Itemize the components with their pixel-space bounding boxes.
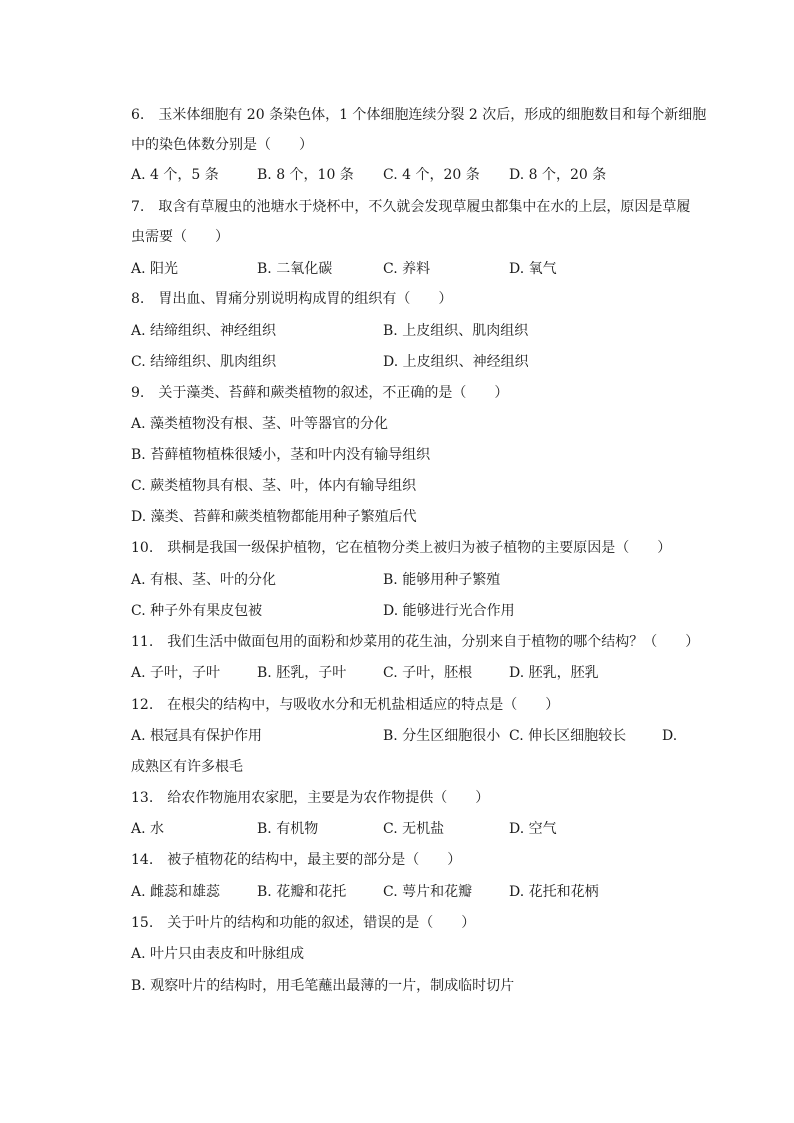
question-13-option-b: B. 有机物 xyxy=(257,821,319,837)
question-7-options xyxy=(131,260,691,278)
question-12-option-c: C. 伸长区细胞较长 xyxy=(509,728,627,744)
question-15-stem: 15. 关于叶片的结构和功能的叙述，错误的是（ ） xyxy=(131,915,476,931)
question-6-option-c: C. 4 个，20 条 xyxy=(383,167,480,183)
question-12-option-b: B. 分生区细胞很小 xyxy=(383,728,501,744)
question-14-option-a: A. 雌蕊和雄蕊 xyxy=(131,884,221,900)
question-7-stem-line-1: 7. 取含有草履虫的池塘水于烧杯中，不久就会发现草履虫都集中在水的上层，原因是草履 xyxy=(131,199,691,215)
question-12-option-d-label: D. xyxy=(662,728,678,744)
question-9-option-d: D. 藻类、苔藓和蕨类植物都能用种子繁殖后代 xyxy=(131,509,417,525)
question-10-options-row-2 xyxy=(131,602,691,620)
question-7-option-b: B. 二氧化碳 xyxy=(257,261,333,277)
question-11-option-c: C. 子叶，胚根 xyxy=(383,665,473,681)
question-12-option-a: A. 根冠具有保护作用 xyxy=(131,728,263,744)
question-10-option-d: D. 能够进行光合作用 xyxy=(383,603,515,619)
question-11-option-a: A. 子叶，子叶 xyxy=(131,665,221,681)
question-15-option-b: B. 观察叶片的结构时，用毛笔蘸出最薄的一片，制成临时切片 xyxy=(131,978,515,994)
question-13-options xyxy=(131,820,691,838)
question-6-stem-line-2: 中的染色体数分别是（ ） xyxy=(131,137,313,153)
question-13-option-d: D. 空气 xyxy=(509,821,557,837)
question-10-options-row-1 xyxy=(131,571,691,589)
question-11-option-d: D. 胚乳，胚乳 xyxy=(509,665,599,681)
question-14-option-b: B. 花瓣和花托 xyxy=(257,884,347,900)
question-8-option-a: A. 结缔组织、神经组织 xyxy=(131,323,277,339)
question-12-option-d-text: 成熟区有许多根毛 xyxy=(131,759,243,775)
question-14-option-c: C. 萼片和花瓣 xyxy=(383,884,473,900)
question-12-options-row-1 xyxy=(131,727,691,745)
question-6-options xyxy=(131,166,691,184)
question-6-option-d: D. 8 个，20 条 xyxy=(509,167,607,183)
question-7-option-c: C. 养料 xyxy=(383,261,431,277)
question-9-option-c: C. 蕨类植物具有根、茎、叶，体内有输导组织 xyxy=(131,478,417,494)
question-12-stem: 12. 在根尖的结构中，与吸收水分和无机盐相适应的特点是（ ） xyxy=(131,697,560,713)
question-13-option-c: C. 无机盐 xyxy=(383,821,445,837)
question-10-option-a: A. 有根、茎、叶的分化 xyxy=(131,572,277,588)
question-7-stem-line-2: 虫需要（ ） xyxy=(131,229,229,245)
question-8-option-c: C. 结缔组织、肌肉组织 xyxy=(131,354,277,370)
question-11-options xyxy=(131,664,691,682)
question-6-option-a: A. 4 个，5 条 xyxy=(131,167,219,183)
question-10-option-c: C. 种子外有果皮包被 xyxy=(131,603,263,619)
question-10-stem: 10. 珙桐是我国一级保护植物，它在植物分类上被归为被子植物的主要原因是（ ） xyxy=(131,540,672,556)
question-8-option-d: D. 上皮组织、神经组织 xyxy=(383,354,529,370)
question-14-option-d: D. 花托和花柄 xyxy=(509,884,599,900)
question-11-stem: 11. 我们生活中做面包用的面粉和炒菜用的花生油，分别来自于植物的哪个结构？（ ） xyxy=(131,634,700,650)
question-6-option-b: B. 8 个，10 条 xyxy=(257,167,354,183)
question-8-option-b: B. 上皮组织、肌肉组织 xyxy=(383,323,529,339)
question-11-option-b: B. 胚乳，子叶 xyxy=(257,665,347,681)
question-9-option-b: B. 苔藓植物植株很矮小，茎和叶内没有输导组织 xyxy=(131,447,431,463)
question-14-options xyxy=(131,883,691,901)
question-7-option-a: A. 阳光 xyxy=(131,261,179,277)
question-14-stem: 14. 被子植物花的结构中，最主要的部分是（ ） xyxy=(131,852,462,868)
question-7-option-d: D. 氧气 xyxy=(509,261,557,277)
question-8-stem: 8. 胃出血、胃痛分别说明构成胃的组织有（ ） xyxy=(131,291,453,307)
question-9-option-a: A. 藻类植物没有根、茎、叶等器官的分化 xyxy=(131,416,389,432)
question-9-stem: 9. 关于藻类、苔藓和蕨类植物的叙述，不正确的是（ ） xyxy=(131,385,509,401)
question-8-options-row-1 xyxy=(131,322,691,340)
question-10-option-b: B. 能够用种子繁殖 xyxy=(383,572,501,588)
question-8-options-row-2 xyxy=(131,353,691,371)
question-13-stem: 13. 给农作物施用农家肥，主要是为农作物提供（ ） xyxy=(131,790,490,806)
question-15-option-a: A. 叶片只由表皮和叶脉组成 xyxy=(131,946,305,962)
question-6-stem-line-1: 6. 玉米体细胞有 20 条染色体，1 个体细胞连续分裂 2 次后，形成的细胞数目和每个新细胞 xyxy=(131,107,707,123)
question-13-option-a: A. 水 xyxy=(131,821,165,837)
